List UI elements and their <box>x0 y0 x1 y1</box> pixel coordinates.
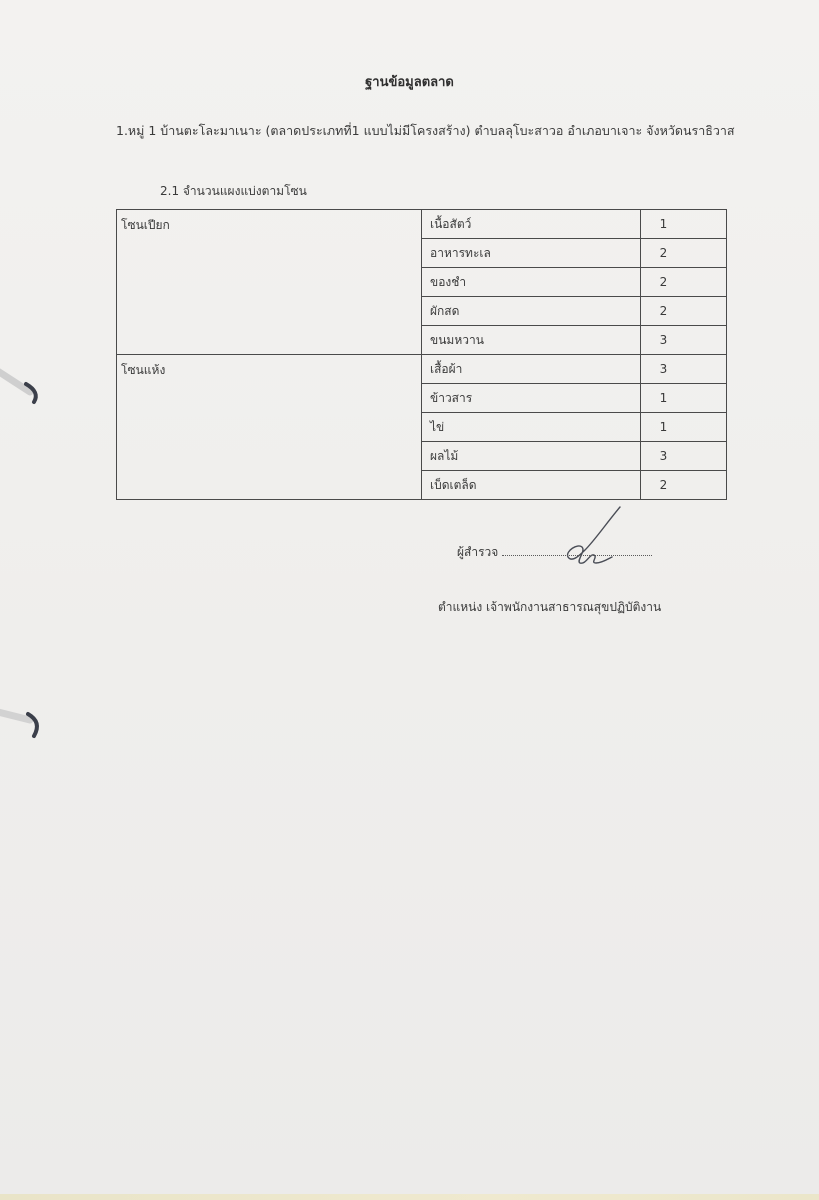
market-description: 1.หมู่ 1 บ้านตะโละมาเนาะ (ตลาดประเภทที่1 แบบไม่มีโครงสร้าง) ตำบลลุโบะสาวอ อำเภอบาเจาะ จังหวัดนราธิวาส <box>116 123 735 138</box>
stall-category-cell: เสื้อผ้า <box>422 355 641 384</box>
table-row <box>117 210 727 239</box>
document-title: ฐานข้อมูลตลาด <box>365 75 454 90</box>
stall-category-cell: ไข่ <box>422 413 641 442</box>
surveyor-label: ผู้สำรวจ <box>457 545 499 559</box>
zone-name-cell: โซนแห้ง <box>117 355 422 500</box>
stall-count-cell: 1 <box>641 413 727 442</box>
stall-count-cell: 2 <box>641 239 727 268</box>
stall-count-cell: 3 <box>641 326 727 355</box>
stall-category-cell: ข้าวสาร <box>422 384 641 413</box>
stall-category-cell: ขนมหวาน <box>422 326 641 355</box>
signature-line <box>502 544 652 556</box>
binder-ring-icon <box>0 700 50 750</box>
stall-category-cell: ผักสด <box>422 297 641 326</box>
table-row <box>117 355 727 384</box>
section-subheading: 2.1 จำนวนแผงแบ่งตามโซน <box>160 184 307 198</box>
stall-count-cell: 1 <box>641 210 727 239</box>
stall-count-cell: 2 <box>641 297 727 326</box>
stall-count-cell: 2 <box>641 471 727 500</box>
stall-category-cell: ของชำ <box>422 268 641 297</box>
binder-ring-icon <box>0 358 50 408</box>
stall-category-cell: อาหารทะเล <box>422 239 641 268</box>
surveyor-line <box>457 543 652 562</box>
stall-category-cell: เบ็ดเตล็ด <box>422 471 641 500</box>
page-edge <box>0 1194 819 1200</box>
zone-name-cell: โซนเปียก <box>117 210 422 355</box>
stall-count-cell: 3 <box>641 442 727 471</box>
stall-category-cell: ผลไม้ <box>422 442 641 471</box>
stall-zone-table <box>116 209 727 500</box>
stall-category-cell: เนื้อสัตว์ <box>422 210 641 239</box>
stall-count-cell: 3 <box>641 355 727 384</box>
stall-count-cell: 1 <box>641 384 727 413</box>
position-line: ตำแหน่ง เจ้าพนักงานสาธารณสุขปฏิบัติงาน <box>438 600 662 614</box>
stall-count-cell: 2 <box>641 268 727 297</box>
